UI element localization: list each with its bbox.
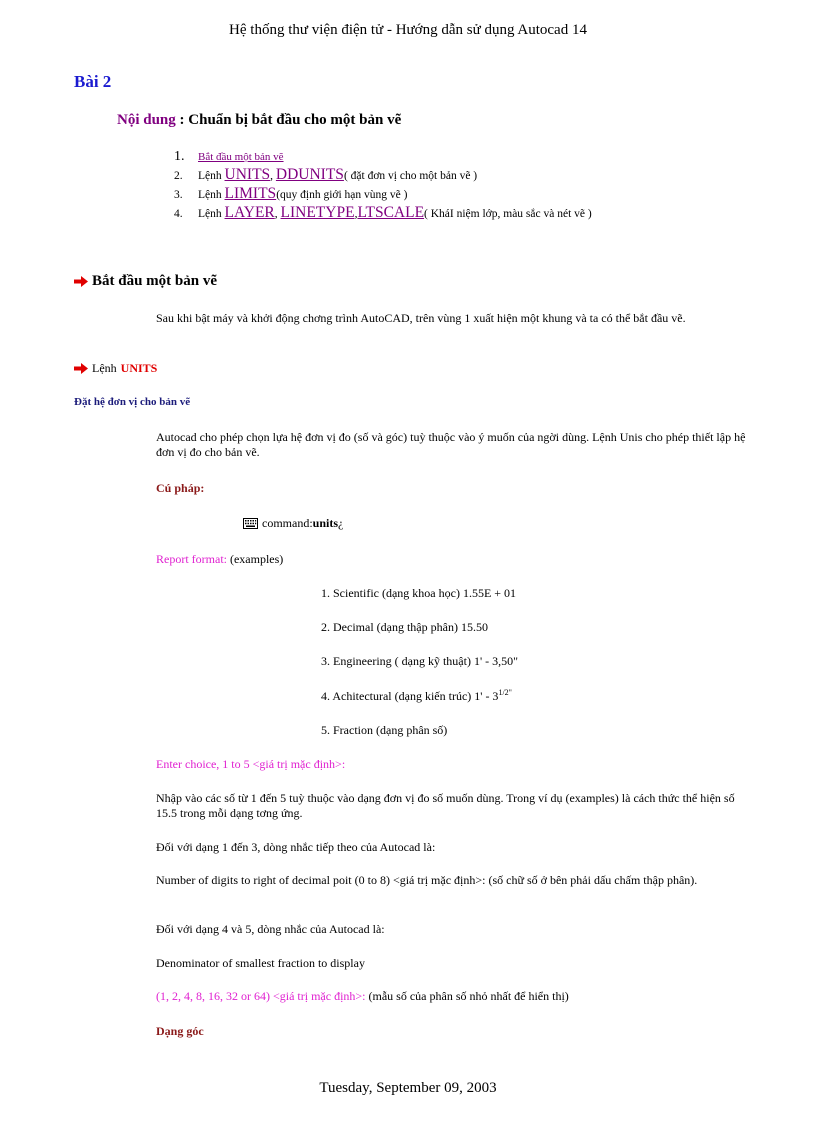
section-start-drawing-text: Sau khi bật máy và khởi động chơng trình AutoCAD, trên vùng 1 xuất hiện một khung và ta có thể bắt đầu vẽ. (156, 311, 686, 325)
toc-item: 4. Lệnh LAYER , LINETYPE , LTSCALE ( KháI niệm lớp, màu sắc và nét vẽ ) (174, 204, 592, 221)
toc-item (174, 148, 592, 166)
command-name: units (312, 516, 339, 530)
content-text: Chuẩn bị bắt đầu cho một bản vẽ (188, 112, 402, 128)
content-separator: : (175, 112, 189, 128)
toc-number: 4. (174, 208, 183, 220)
units-paragraph: Denominator of smallest fraction to display (156, 956, 365, 970)
toc-link-ddunits[interactable]: DDUNITS (275, 166, 344, 183)
example-text: 4. Achitectural (dạng kiến trúc) 1' - 3 (321, 689, 499, 703)
toc-link-start-drawing[interactable]: Bắt đầu một bản vẽ (198, 151, 284, 163)
page-header: Hệ thống thư viện điện tử - Hướng dẫn sử dụng Autocad 14 (229, 22, 587, 38)
units-paragraph (156, 989, 746, 1004)
toc-item (174, 185, 592, 204)
toc-list (174, 148, 592, 223)
example-superscript: 1/2" (498, 688, 512, 697)
example-item: 2. Decimal (dạng thập phân) 15.50 (321, 620, 488, 634)
toc-suffix: ( đặt đơn vị cho một bản vẽ ) (343, 170, 478, 182)
units-paragraph: Đối với dạng 4 và 5, dòng nhắc của Autocad là: (156, 922, 385, 936)
toc-link-linetype[interactable]: LINETYPE (280, 204, 355, 221)
toc-number: 1. (174, 149, 185, 164)
toc-prefix: Lệnh (198, 170, 222, 182)
angle-heading: Dạng góc (156, 1024, 204, 1038)
toc-link-ltscale[interactable]: LTSCALE (357, 204, 425, 221)
example-item: 5. Fraction (dạng phân số) (321, 723, 448, 737)
report-format-label: Report format: (156, 552, 227, 566)
toc-number: 2. (174, 170, 183, 182)
section-start-drawing-heading (74, 273, 217, 290)
syntax-label: Cú pháp: (156, 481, 205, 495)
command-enter: ¿ (338, 516, 344, 530)
fraction-note: (mẫu số của phân số nhỏ nhất để hiển thị) (365, 989, 569, 1003)
toc-number: 3. (174, 189, 183, 201)
command-line (243, 516, 343, 531)
toc-suffix: ( KháI niệm lớp, màu sắc và nét vẽ ) (424, 208, 592, 220)
command-prefix: command: (262, 516, 313, 530)
units-paragraph: Đối với dạng 1 đến 3, dòng nhắc tiếp theo của Autocad là: (156, 840, 436, 854)
arrow-right-icon (74, 363, 88, 374)
example-item: 1. Scientific (dạng khoa học) 1.55E + 01 (321, 586, 517, 600)
keyboard-icon (243, 518, 258, 529)
toc-prefix: Lệnh (198, 189, 222, 201)
content-title (117, 112, 401, 129)
enter-choice-prompt: Enter choice, 1 to 5 <giá trị mặc định>: (156, 757, 346, 771)
toc-suffix: (quy định giới hạn vùng vẽ ) (276, 189, 408, 201)
fraction-prompt: (1, 2, 4, 8, 16, 32 or 64) <giá trị mặc định>: (156, 989, 366, 1003)
lesson-title: Bài 2 (74, 72, 112, 91)
toc-link-layer[interactable]: LAYER (224, 204, 275, 221)
units-intro: Autocad cho phép chọn lựa hệ đơn vị đo (số và góc) tuỳ thuộc vào ý muốn của ngời dùng. Lệnh Unis cho phép thiết lập hệ đơn vị đo cho bản vẽ. (156, 430, 746, 459)
units-command: UNITS (120, 361, 158, 375)
units-paragraph: Number of digits to right of decimal poit (0 to 8) <giá trị mặc định>: (số chữ số ở bên phải dấu chấm thập phân). (156, 873, 698, 887)
arrow-right-icon (74, 276, 88, 287)
content-label: Nội dung (117, 112, 176, 128)
report-format-line (156, 552, 746, 567)
units-prefix: Lệnh (92, 361, 117, 375)
example-item (321, 688, 512, 704)
units-subheading: Đặt hệ đơn vị cho bản vẽ (74, 396, 191, 408)
units-paragraph: Nhập vào các số từ 1 đến 5 tuỳ thuộc vào dạng đơn vị đo số muốn dùng. Trong ví dụ (examples) là cách thức thể hiện số 15.5 trong mỗi dạng tơng ứng. (156, 791, 735, 820)
toc-prefix: Lệnh (198, 208, 222, 220)
section-units-heading (74, 361, 157, 376)
toc-link-limits[interactable]: LIMITS (224, 185, 277, 202)
toc-item: 2. Lệnh UNITS , DDUNITS ( đặt đơn vị cho một bản vẽ ) (174, 166, 478, 183)
page-footer: Tuesday, September 09, 2003 (319, 1080, 497, 1096)
report-format-suffix: (examples) (226, 552, 284, 566)
section-title: Bắt đầu một bản vẽ (92, 273, 218, 289)
toc-link-units[interactable]: UNITS (224, 166, 271, 183)
example-item: 3. Engineering ( dạng kỹ thuật) 1' - 3,50" (321, 654, 519, 668)
